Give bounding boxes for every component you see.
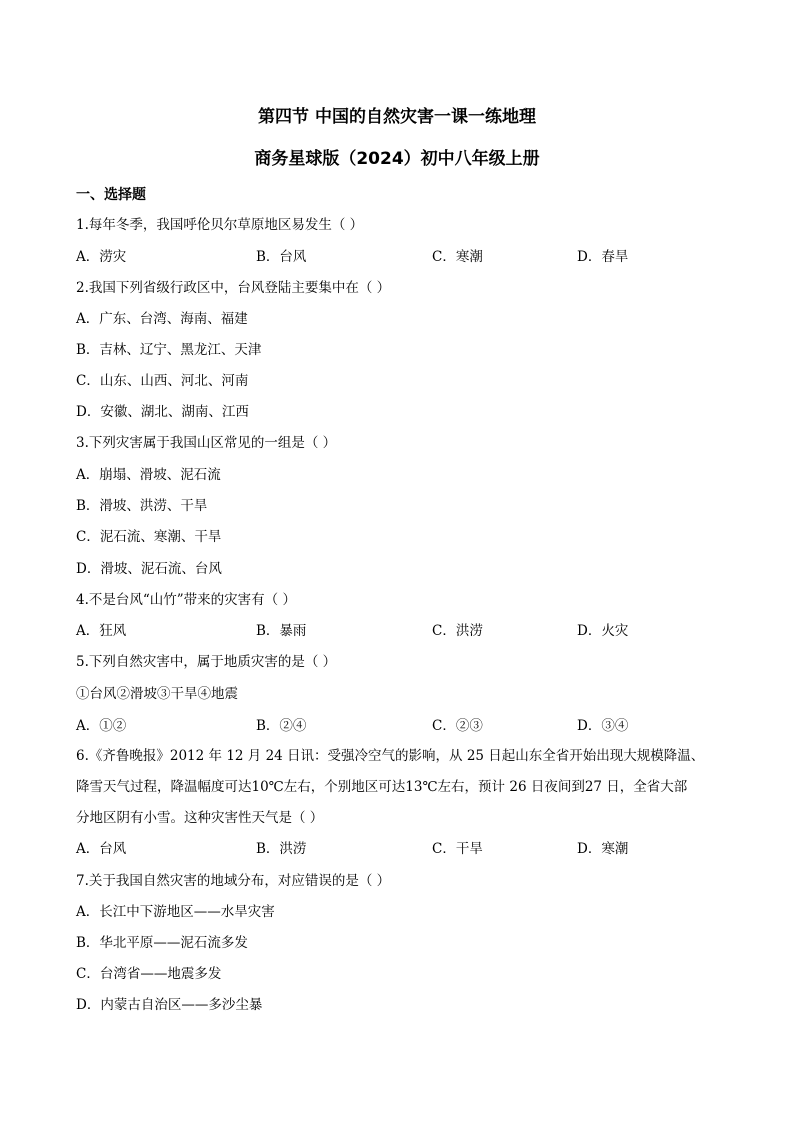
- question-1-option-b: B．台风: [256, 249, 307, 265]
- question-4-option-b: B．暴雨: [256, 623, 307, 639]
- question-3-option-b: B．滑坡、洪涝、干旱: [76, 498, 208, 514]
- question-1-stem: 1.每年冬季，我国呼伦贝尔草原地区易发生（ ）: [76, 217, 364, 233]
- question-2-option-d: D．安徽、湖北、湖南、江西: [76, 404, 249, 420]
- question-7-stem: 7.关于我国自然灾害的地域分布，对应错误的是（ ）: [76, 873, 391, 889]
- question-4-option-d: D．火灾: [577, 623, 629, 639]
- question-1-option-a: A．涝灾: [76, 249, 127, 265]
- question-6-option-a: A．台风: [76, 841, 127, 857]
- question-7-option-b: B．华北平原——泥石流多发: [76, 935, 248, 951]
- question-3-option-c: C．泥石流、寒潮、干旱: [76, 529, 222, 545]
- question-3-option-a: A．崩塌、滑坡、泥石流: [76, 467, 221, 483]
- question-5-option-c: C．②③: [432, 718, 483, 734]
- question-2-option-c: C．山东、山西、河北、河南: [76, 373, 249, 389]
- question-5-option-a: A．①②: [76, 718, 127, 734]
- question-6-stem-line-1: 6.《齐鲁晚报》2012 年 12 月 24 日讯：受强冷空气的影响，从 25 日起山东全省开始出现大规模降温、: [76, 748, 705, 764]
- question-2-option-a: A．广东、台湾、海南、福建: [76, 311, 248, 327]
- section-heading: 一、选择题: [76, 187, 146, 203]
- question-5-stem: 5.下列自然灾害中，属于地质灾害的是（ ）: [76, 654, 337, 670]
- question-7-option-c: C．台湾省——地震多发: [76, 966, 222, 982]
- document-subtitle: 商务星球版（2024）初中八年级上册: [254, 149, 540, 169]
- question-2-stem: 2.我国下列省级行政区中，台风登陆主要集中在（ ）: [76, 280, 391, 296]
- question-6-option-b: B．洪涝: [256, 841, 307, 857]
- question-5-option-d: D．③④: [577, 718, 629, 734]
- question-6-stem-line-2: 降雪天气过程，降温幅度可达10℃左右，个别地区可达13℃左右，预计 26 日夜间到27 日，全省大部: [76, 779, 688, 795]
- question-7-option-d: D．内蒙古自治区——多沙尘暴: [76, 997, 263, 1013]
- question-1-option-c: C．寒潮: [432, 249, 483, 265]
- document-title: 第四节 中国的自然灾害一课一练地理: [258, 107, 536, 127]
- question-7-option-a: A．长江中下游地区——水旱灾害: [76, 904, 275, 920]
- question-5-option-b: B．②④: [256, 718, 307, 734]
- question-6-option-d: D．寒潮: [577, 841, 629, 857]
- question-5-items: ①台风②滑坡③干旱④地震: [76, 686, 238, 702]
- question-4-option-a: A．狂风: [76, 623, 127, 639]
- question-3-option-d: D．滑坡、泥石流、台风: [76, 561, 222, 577]
- question-1-option-d: D．春旱: [577, 249, 629, 265]
- question-2-option-b: B．吉林、辽宁、黑龙江、天津: [76, 342, 262, 358]
- question-6-stem-line-3: 分地区阴有小雪。这种灾害性天气是（ ）: [76, 810, 324, 826]
- question-3-stem: 3.下列灾害属于我国山区常见的一组是（ ）: [76, 435, 337, 451]
- question-4-option-c: C．洪涝: [432, 623, 483, 639]
- question-4-stem: 4.不是台风“山竹”带来的灾害有（ ）: [76, 592, 296, 608]
- question-6-option-c: C．干旱: [432, 841, 483, 857]
